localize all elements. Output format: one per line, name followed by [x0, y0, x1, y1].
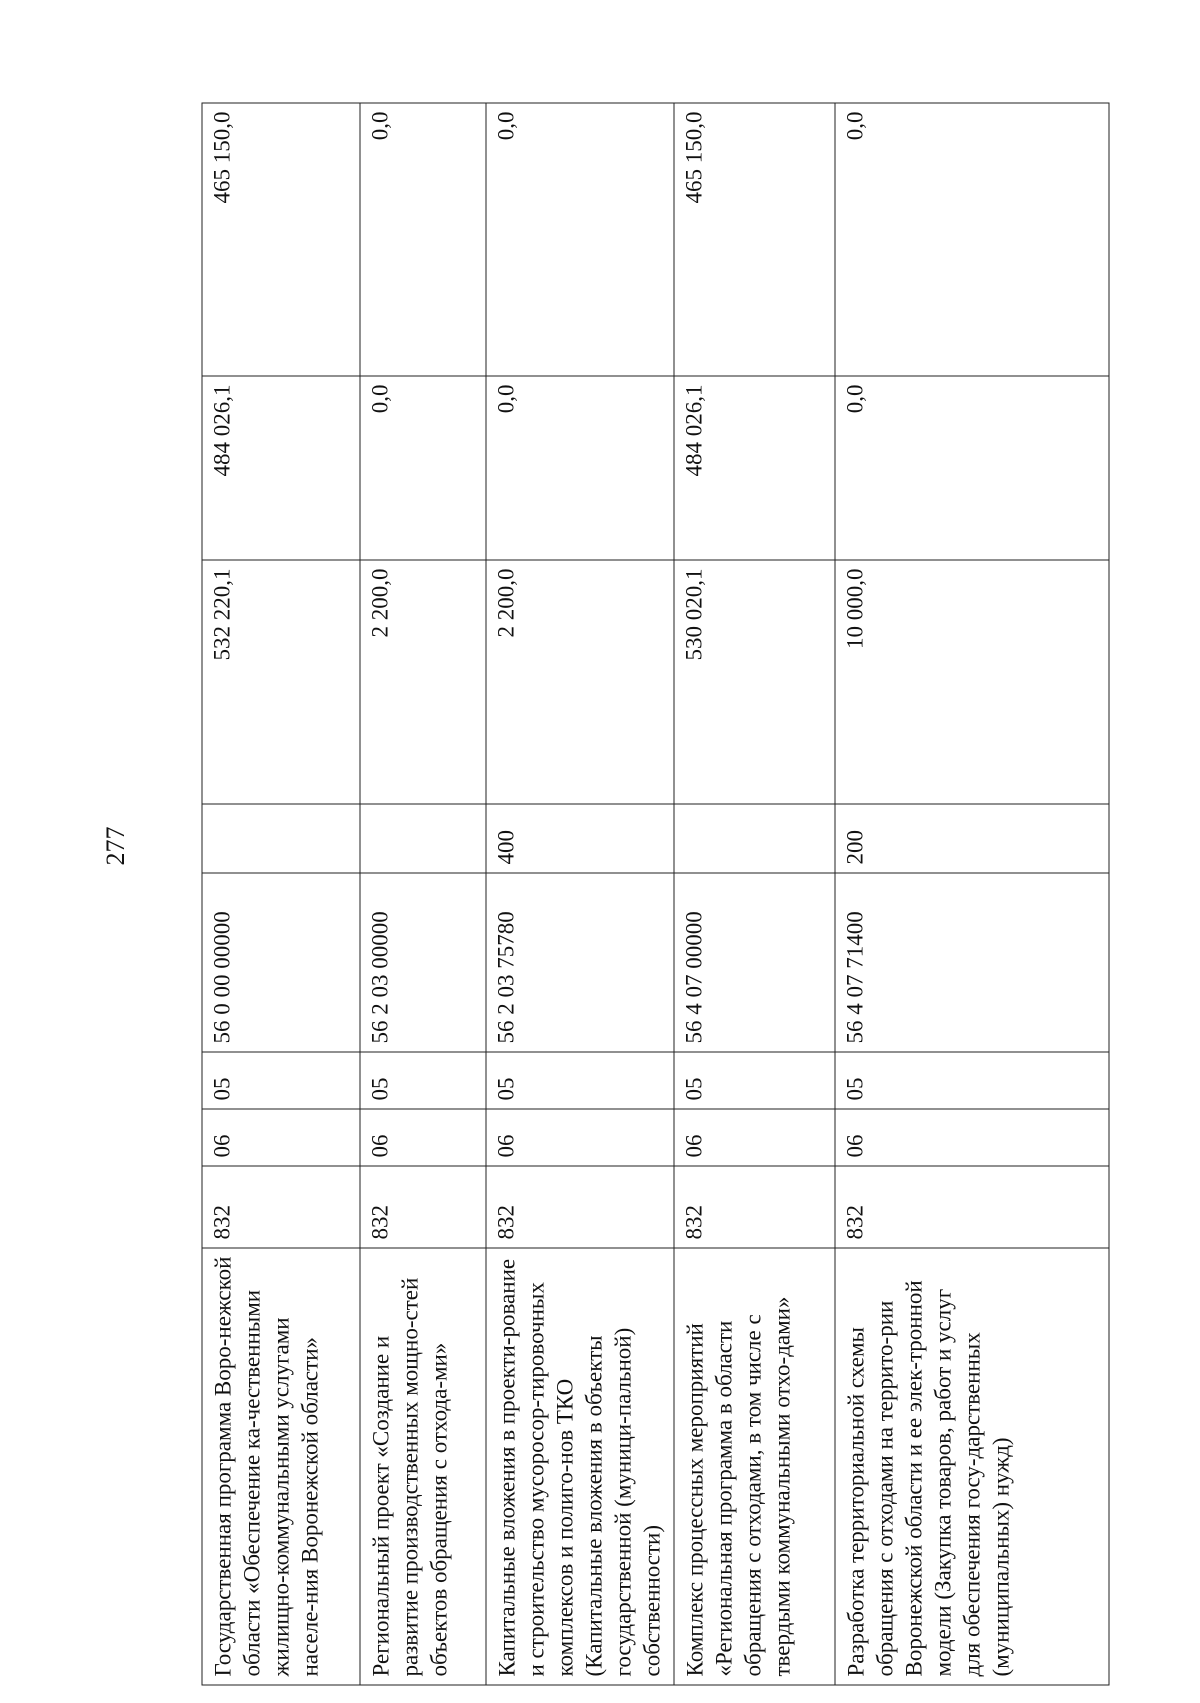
sum-cell-3: 0,0	[486, 103, 674, 376]
sum-cell-3: 0,0	[835, 103, 1109, 376]
sum-cell-2: 0,0	[360, 376, 486, 560]
sum-cell-1: 532 220,1	[202, 560, 360, 804]
rz-cell: 06	[486, 1109, 674, 1166]
row-description: Государственная программа Воро-нежской области «Обеспечение ка-чественными жилищно-коммунальными услугами населе-ния Воронежской области»	[202, 1248, 360, 1685]
sum-cell-3: 465 150,0	[674, 103, 835, 376]
table-row	[835, 103, 1109, 1685]
grbs-cell: 832	[674, 1166, 835, 1248]
vr-cell: 200	[835, 804, 1109, 873]
sum-cell-1: 2 200,0	[360, 560, 486, 804]
sum-cell-1: 10 000,0	[835, 560, 1109, 804]
csr-cell: 56 2 03 75780	[486, 873, 674, 1052]
csr-cell: 56 0 00 00000	[202, 873, 360, 1052]
sum-cell-1: 530 020,1	[674, 560, 835, 804]
rz-cell: 06	[674, 1109, 835, 1166]
row-description: Разработка территориальной схемы обращения с отходами на террито-рии Воронежской области и ее элек-тронной модели (Закупка товаров, работ и услуг для обеспечения госу-дарственных (муниципальных) нужд)	[835, 1248, 1109, 1685]
rz-cell: 06	[202, 1109, 360, 1166]
budget-table-frame	[201, 103, 1108, 1685]
vr-cell	[360, 804, 486, 873]
budget-table	[201, 102, 1109, 1685]
sum-cell-3: 465 150,0	[202, 103, 360, 376]
sum-cell-1: 2 200,0	[486, 560, 674, 804]
grbs-cell: 832	[202, 1166, 360, 1248]
table-row	[674, 103, 835, 1685]
grbs-cell: 832	[360, 1166, 486, 1248]
row-description: Региональный проект «Создание и развитие производственных мощно-стей объектов обращения с отхода-ми»	[360, 1248, 486, 1685]
table-row	[360, 103, 486, 1685]
csr-cell: 56 4 07 00000	[674, 873, 835, 1052]
sum-cell-3: 0,0	[360, 103, 486, 376]
sum-cell-2: 484 026,1	[674, 376, 835, 560]
pr-cell: 05	[360, 1052, 486, 1109]
vr-cell	[674, 804, 835, 873]
vr-cell	[202, 804, 360, 873]
table-row	[202, 103, 360, 1685]
rz-cell: 06	[835, 1109, 1109, 1166]
table-row	[486, 103, 674, 1685]
pr-cell: 05	[486, 1052, 674, 1109]
vr-cell: 400	[486, 804, 674, 873]
page-number: 277	[101, 826, 130, 866]
pr-cell: 05	[674, 1052, 835, 1109]
csr-cell: 56 4 07 71400	[835, 873, 1109, 1052]
row-description: Капитальные вложения в проекти-рование и строительство мусоросор-тировочных комплексов и полиго-нов ТКО (Капитальные вложения в объекты государственной (муници-пальной) собственности)	[486, 1248, 674, 1685]
csr-cell: 56 2 03 00000	[360, 873, 486, 1052]
rz-cell: 06	[360, 1109, 486, 1166]
sum-cell-2: 0,0	[486, 376, 674, 560]
grbs-cell: 832	[835, 1166, 1109, 1248]
grbs-cell: 832	[486, 1166, 674, 1248]
row-description: Комплекс процессных мероприятий «Региональная программа в области обращения с отходами, в том числе с твердыми коммунальными отхо-дами»	[674, 1248, 835, 1685]
sum-cell-2: 0,0	[835, 376, 1109, 560]
sum-cell-2: 484 026,1	[202, 376, 360, 560]
pr-cell: 05	[835, 1052, 1109, 1109]
pr-cell: 05	[202, 1052, 360, 1109]
